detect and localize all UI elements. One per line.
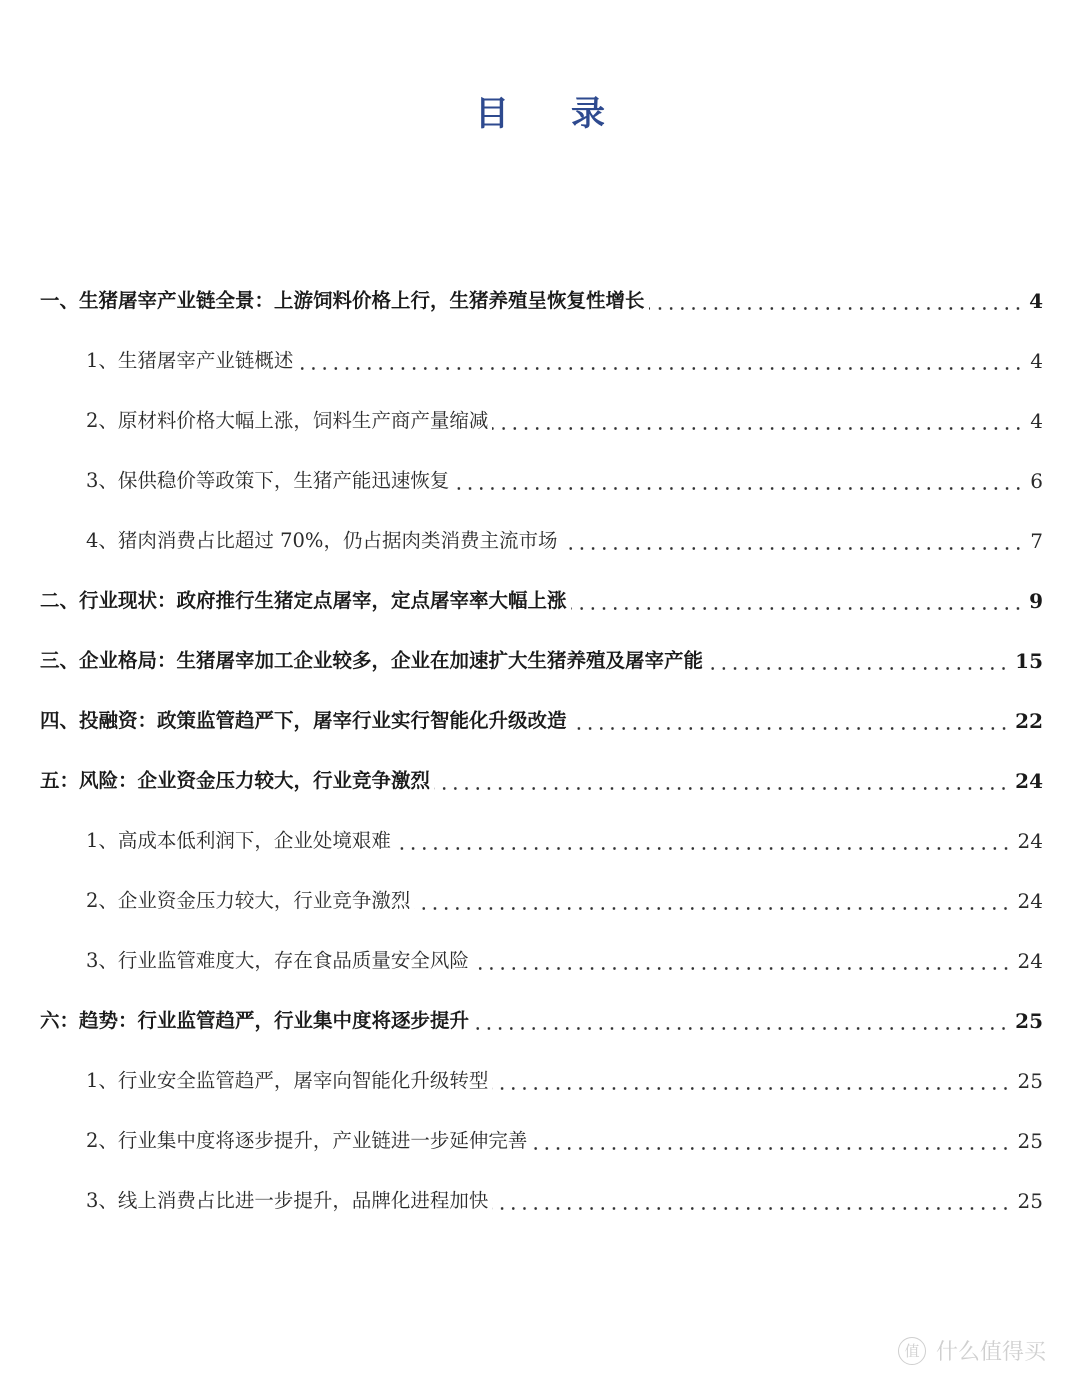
toc-entry-label: 3、保供稳价等政策下，生猪产能迅速恢复 xyxy=(86,469,450,492)
toc-entry-label: 2、企业资金压力较大，行业竞争激烈 xyxy=(86,889,411,912)
toc-subsection-entry[interactable] xyxy=(0,940,1043,982)
toc-entry-label: 2、行业集中度将逐步提升，产业链进一步延伸完善 xyxy=(86,1129,528,1152)
toc-section-entry[interactable] xyxy=(0,280,1043,322)
toc-subsection-entry[interactable] xyxy=(0,400,1043,442)
toc-entry-page-number: 7 xyxy=(1030,529,1043,553)
dot-leader xyxy=(414,880,1011,922)
toc-title xyxy=(0,88,1080,140)
toc-subsection-entry[interactable] xyxy=(0,1180,1043,1222)
dot-leader xyxy=(649,280,1024,322)
toc-entry-label: 三、企业格局：生猪屠宰加工企业较多，企业在加速扩大生猪养殖及屠宰产能 xyxy=(40,649,704,672)
dot-leader xyxy=(473,940,1012,982)
toc-subsection-entry[interactable] xyxy=(0,460,1043,502)
toc-entry-page-number: 24 xyxy=(1017,949,1043,973)
dot-leader xyxy=(561,520,1024,562)
dot-leader xyxy=(492,400,1024,442)
dot-leader xyxy=(434,760,1009,802)
toc-entry-label: 1、高成本低利润下，企业处境艰难 xyxy=(86,829,391,852)
dot-leader xyxy=(707,640,1009,682)
toc-subsection-entry[interactable] xyxy=(0,520,1043,562)
toc-section-entry[interactable] xyxy=(0,700,1043,742)
toc-entry-page-number: 24 xyxy=(1017,829,1043,853)
toc-entry-page-number: 25 xyxy=(1017,1129,1043,1153)
toc-title-char-1: 目 xyxy=(475,94,509,134)
toc-entry-page-number: 15 xyxy=(1015,649,1043,673)
toc-subsection-entry[interactable] xyxy=(0,820,1043,862)
toc-entry-page-number: 4 xyxy=(1030,409,1043,433)
toc-entry-page-number: 4 xyxy=(1029,289,1043,313)
toc-entry-page-number: 9 xyxy=(1029,589,1043,613)
toc-entry-page-number: 24 xyxy=(1017,889,1043,913)
dot-leader xyxy=(492,1180,1011,1222)
toc-entry-page-number: 25 xyxy=(1017,1069,1043,1093)
toc-subsection-entry[interactable] xyxy=(0,880,1043,922)
toc-entry-page-number: 22 xyxy=(1015,709,1043,733)
toc-entry-label: 二、行业现状：政府推行生猪定点屠宰，定点屠宰率大幅上涨 xyxy=(40,589,567,612)
toc-entry-page-number: 24 xyxy=(1015,769,1043,793)
dot-leader xyxy=(531,1120,1011,1162)
toc-entry-page-number: 25 xyxy=(1015,1009,1043,1033)
watermark-text: 什么值得买 xyxy=(935,1340,1046,1365)
toc-entry-label: 2、原材料价格大幅上涨，饲料生产商产量缩减 xyxy=(86,409,489,432)
toc-subsection-entry[interactable] xyxy=(0,340,1043,382)
dot-leader xyxy=(473,1000,1009,1042)
dot-leader xyxy=(571,580,1024,622)
toc-entry-label: 五：风险：企业资金压力较大，行业竞争激烈 xyxy=(40,769,431,792)
dot-leader xyxy=(453,460,1024,502)
watermark-logo-icon: 值 xyxy=(898,1337,926,1365)
toc-entry-label: 4、猪肉消费占比超过 70%，仍占据肉类消费主流市场 xyxy=(86,529,558,552)
toc-entry-label: 四、投融资：政策监管趋严下，屠宰行业实行智能化升级改造 xyxy=(40,709,567,732)
toc-entry-page-number: 6 xyxy=(1030,469,1043,493)
toc-entry-label: 3、行业监管难度大，存在食品质量安全风险 xyxy=(86,949,469,972)
toc-entry-label: 1、生猪屠宰产业链概述 xyxy=(86,349,294,372)
dot-leader xyxy=(571,700,1010,742)
toc-subsection-entry[interactable] xyxy=(0,1060,1043,1102)
watermark xyxy=(898,1335,1046,1366)
dot-leader xyxy=(395,820,1012,862)
toc-section-entry[interactable] xyxy=(0,640,1043,682)
toc-entry-label: 一、生猪屠宰产业链全景：上游饲料价格上行，生猪养殖呈恢复性增长 xyxy=(40,289,645,312)
toc-section-entry[interactable] xyxy=(0,1000,1043,1042)
toc-subsection-entry[interactable] xyxy=(0,1120,1043,1162)
toc-entry-page-number: 4 xyxy=(1030,349,1043,373)
dot-leader xyxy=(492,1060,1011,1102)
toc-section-entry[interactable] xyxy=(0,580,1043,622)
toc-entry-label: 3、线上消费占比进一步提升，品牌化进程加快 xyxy=(86,1189,489,1212)
toc-section-entry[interactable] xyxy=(0,760,1043,802)
toc-entry-label: 1、行业安全监管趋严，屠宰向智能化升级转型 xyxy=(86,1069,489,1092)
toc-title-char-2: 录 xyxy=(571,94,605,134)
dot-leader xyxy=(297,340,1024,382)
toc-entry-page-number: 25 xyxy=(1017,1189,1043,1213)
toc-entry-label: 六：趋势：行业监管趋严，行业集中度将逐步提升 xyxy=(40,1009,470,1032)
